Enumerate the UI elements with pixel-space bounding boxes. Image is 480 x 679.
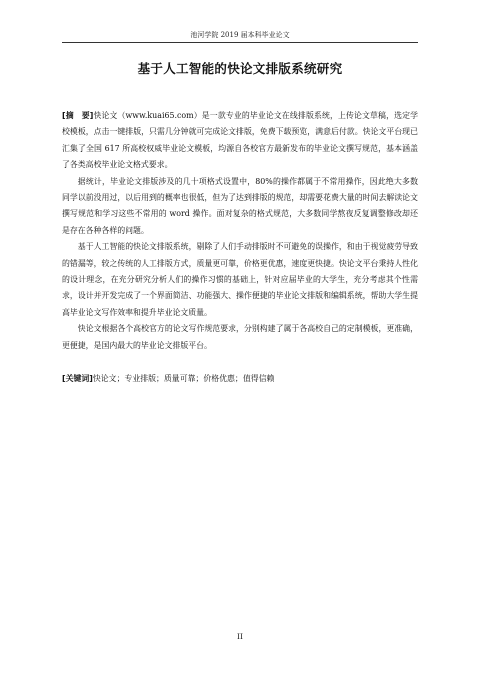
page-number: II — [237, 632, 243, 641]
header-rule — [62, 42, 418, 43]
keywords-text: 快论文；专业排版；质量可靠；价格优惠；值得信赖 — [92, 374, 275, 384]
abstract-body — [62, 108, 418, 388]
body-paragraph-1: 据统计，毕业论文排版涉及的几十项格式设置中，80%的操作都属于不常用操作，因此绝大多数同学以前没用过，以后用到的概率也很低，但为了达到排版的规范，却需要花费大量的时间去解读论文撰写规范和学习这些不常用的 word 操作。面对复杂的格式规范，大多数同学熬夜反复调整修改却还是存在各种各样的问题。 — [62, 176, 418, 235]
abstract-paragraph — [62, 108, 418, 174]
body-paragraph-2: 基于人工智能的快论文排版系统，剔除了人们手动排版时不可避免的误操作，和由于视觉疲劳导致的错漏等，较之传统的人工排版方式，质量更可靠，价格更优惠，速度更快捷。快论文平台秉持人性化的设计理念，在充分研究分析人们的操作习惯的基础上，针对应届毕业的大学生，充分考虑其个性需求，设计并开发完成了一个界面简洁、功能强大、操作便捷的毕业论文排版和编辑系统，帮助大学生提高毕业论文写作效率和提升毕业论文质量。 — [62, 242, 418, 317]
running-header: 池河学院 2019 届本科毕业论文 — [190, 31, 290, 39]
body-paragraph-3: 快论文根据各个高校官方的论文写作规范要求，分别构建了属于各高校自己的定制模板，更准确，更便捷，是国内最大的毕业论文排版平台。 — [62, 324, 418, 350]
abstract-text: 快论文（www.kuai65.com）是一款专业的毕业论文在线排版系统，上传论文草稿，选定学校模板，点击一键排版，只需几分钟就可完成论文排版，免费下载预览，满意后付款。快论文平台现已汇集了全国 617 所高校权威毕业论文模板，均源自各校官方最新发布的毕业论文撰写规范，基本涵盖了各类高校毕业论文格式要求。 — [62, 111, 418, 170]
paper-title: 基于人工智能的快论文排版系统研究 — [137, 61, 343, 76]
keywords-line — [62, 371, 418, 387]
keywords-label: [关键词] — [62, 374, 93, 384]
abstract-label: [摘 要] — [62, 111, 94, 120]
